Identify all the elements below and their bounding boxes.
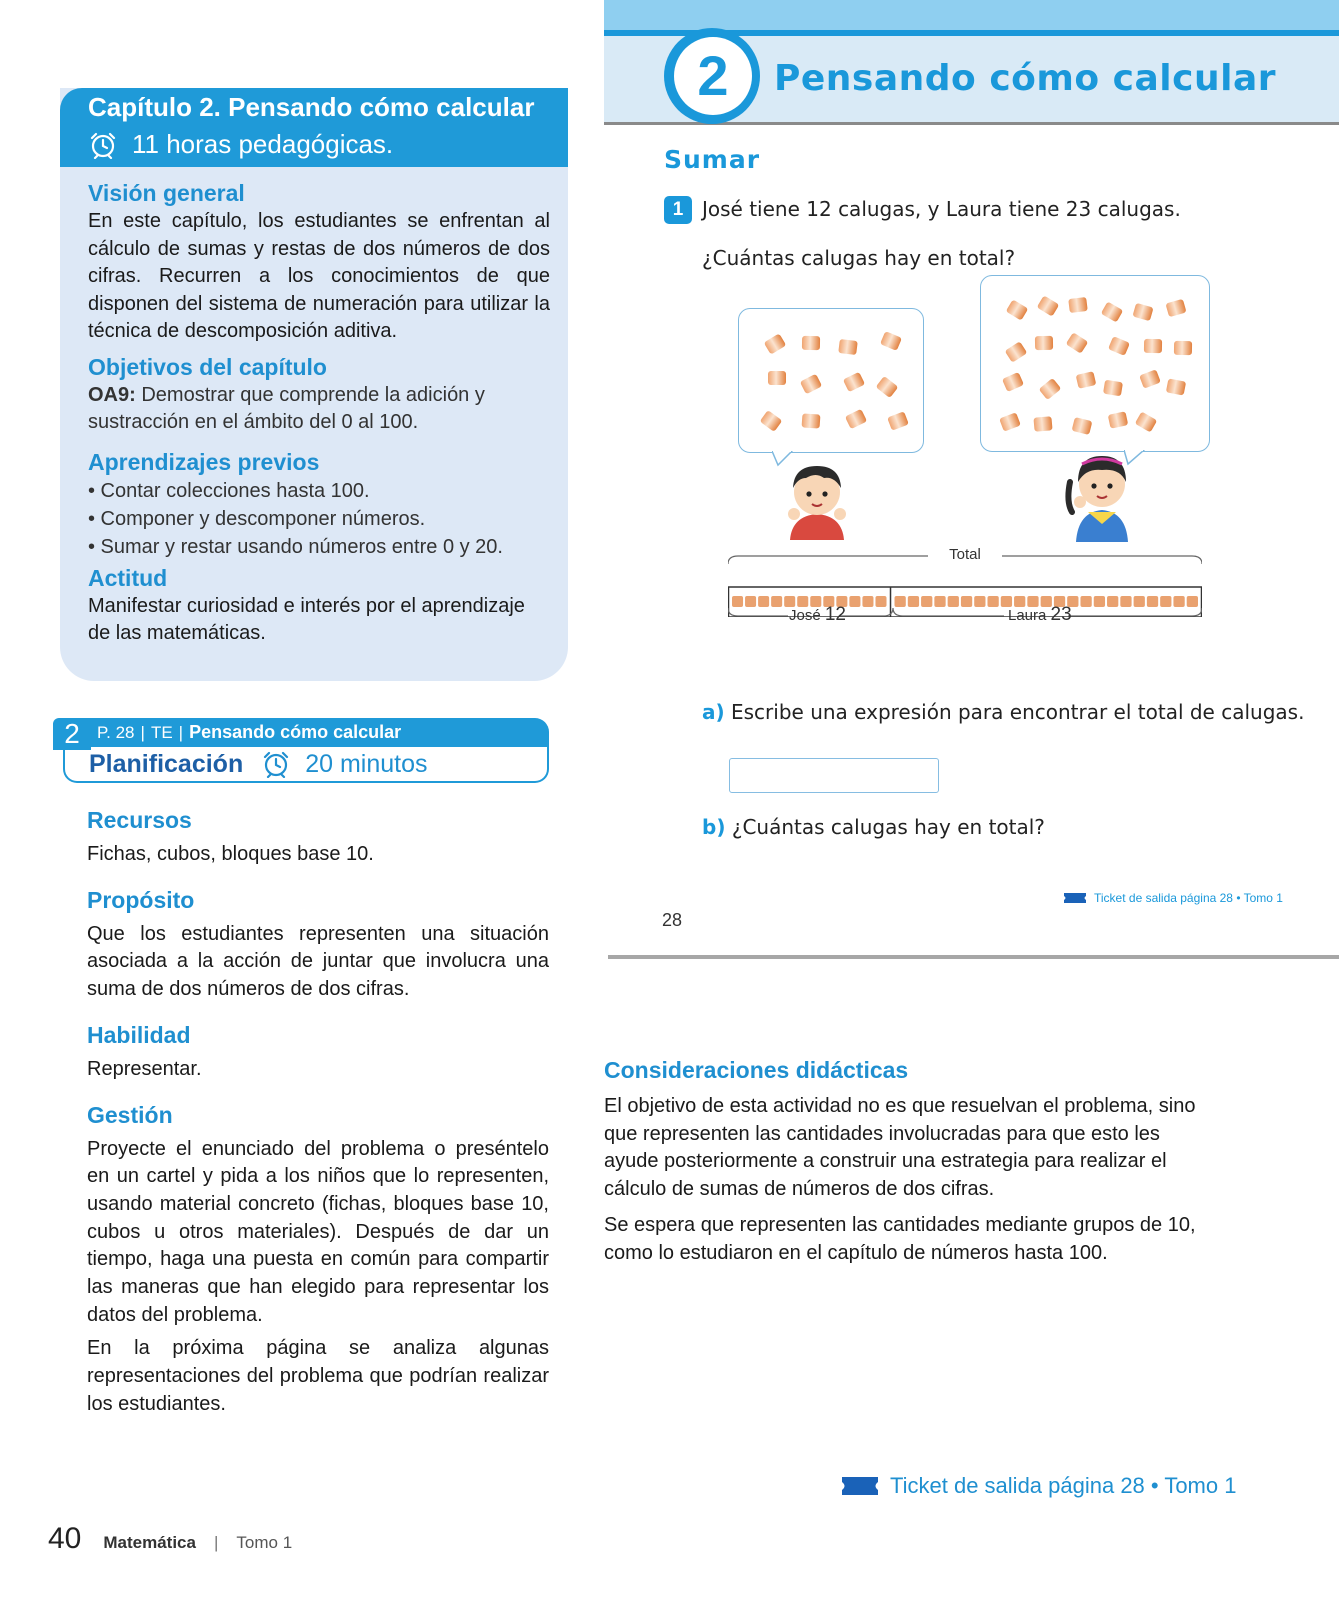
chapter-hours-row [88,124,568,164]
part-a [702,700,1304,724]
footer-separator: | [213,1533,219,1552]
management-heading: Gestión [87,1101,173,1128]
planning-title-box [63,747,549,783]
candy-icon [1134,411,1157,432]
planning-time-row [261,750,427,779]
planning-time: 20 minutos [305,749,428,778]
candy-icon [999,412,1021,432]
te-label: TE [150,723,173,742]
candy-icon [843,372,865,392]
laura-girl-illustration [1062,446,1142,542]
didactic-text-2: Se espera que representen las cantidades mediante grupos de 10, como lo estudiaron en el capítulo de números hasta 100. [604,1213,1196,1264]
ticket-small [1064,891,1283,905]
candy-icon [800,374,822,395]
student-page-number: 28 [662,910,683,930]
candy-icon [839,339,859,355]
subject-label: Matemática [103,1533,196,1552]
alarm-clock-icon [261,750,291,778]
jose-boy-illustration [780,458,854,540]
planning-reference-bar: P. 28 | TE | Pensando cómo calcular [91,718,549,747]
purpose-heading: Propósito [87,886,195,913]
part-a-text: Escribe una expresión para encontrar el total de calugas. [731,700,1305,724]
candy-icon [1174,340,1192,354]
candy-icon [1037,295,1060,316]
attitude-heading: Actitud [88,564,168,591]
laura-tape-label [1008,604,1072,626]
candy-icon [1005,341,1028,363]
candy-icon [1139,369,1161,389]
jose-tape-label [789,604,846,626]
list-item: • Componer y descomponer números. [88,507,426,530]
jose-thought-bubble [738,308,924,453]
candy-icon [760,410,783,432]
candy-icon [1006,300,1029,321]
candy-icon [1071,417,1092,435]
expression-answer-box[interactable] [729,758,939,793]
prior-learning-heading: Aprendizajes previos [88,448,320,475]
planning-topic: Pensando cómo calcular [189,722,402,742]
objective-text [88,382,550,437]
page-footer [48,1522,292,1556]
candy-icon [768,371,786,385]
candy-icon [1166,378,1186,395]
jose-value: 12 [824,604,846,625]
page-number: 40 [48,1522,82,1555]
candy-icon [801,413,820,428]
list-item: • Contar colecciones hasta 100. [88,479,370,502]
planning-sections [87,805,549,1419]
management-text: Proyecte el enunciado del problema o preséntelo en un cartel y pida a los niños que lo representen, usando material concreto (fichas, bloques base 10, cubos u otros materiales). Después de dar un tiempo, haga una puesta en común para compartir las maneras que han elegido para representar los datos del problema. [87,1137,549,1326]
chapter-header [60,88,568,167]
ticket-icon [1064,893,1086,903]
management-text-2: En la próxima página se analiza algunas representaciones del problema que podrían realizar los estudiantes. [87,1337,549,1415]
didactic-considerations [604,1055,1216,1267]
candy-icon [1069,297,1089,313]
didactic-text: El objetivo de esta actividad no es que resuelvan el problema, sino que representen las cantidades involucradas para que esto les ayude posteriormente a construir una estrategia para realizar el cálculo de sumas de números de dos cifras. [604,1095,1196,1201]
planning-title: Planificación [89,749,244,778]
skill-heading: Habilidad [87,1021,191,1048]
page-reference: P. 28 [97,723,135,742]
candy-icon [880,331,902,351]
tape-total-text: Total [949,546,981,563]
part-a-letter: a) [702,700,725,724]
candy-icon [876,376,899,398]
exit-ticket-text: Ticket de salida página 28 • Tomo 1 [890,1473,1237,1498]
alarm-clock-icon [88,130,118,158]
ticket-small-text: Ticket de salida página 28 • Tomo 1 [1094,891,1283,905]
student-page-title: Pensando cómo calcular [774,58,1276,99]
candy-icon [1075,371,1096,389]
part-b [702,815,1045,839]
attitude-text: Manifestar curiosidad e interés por el aprendizaje de las matemáticas. [88,594,525,644]
candy-icon [1108,336,1130,356]
laura-value: 23 [1050,604,1072,625]
chapter-summary-body [88,178,550,648]
candy-icon [1002,372,1024,392]
tape-total-brace [728,548,1202,568]
volume-label: Tomo 1 [236,1533,293,1552]
question-ask: ¿Cuántas calugas hay en total? [702,246,1016,270]
section-title: Sumar [664,145,761,174]
list-item: • Sumar y restar usando números entre 0 y 20. [88,535,503,558]
candy-icon [1034,416,1053,432]
ticket-icon [842,1477,878,1495]
resources-heading: Recursos [87,807,192,833]
chapter-title: Capítulo 2. Pensando cómo calcular [88,92,535,122]
objective-description: Demostrar que comprende la adición y sustracción en el ámbito del 0 al 100. [88,383,485,433]
candy-icon [802,336,820,350]
question-text: José tiene 12 calugas, y Laura tiene 23 calugas. [702,197,1181,221]
candy-icon [844,409,866,429]
objective-code: OA9: [88,383,136,406]
page-top-band [604,0,1339,30]
candy-icon [1035,336,1053,350]
question-number: 1 [664,196,692,224]
skill-text: Representar. [87,1057,202,1080]
prior-learning-list [88,477,550,561]
candy-icon [1133,303,1154,321]
candy-icon [1065,332,1088,354]
candy-icon [887,411,909,431]
exit-ticket-reference [842,1473,1236,1499]
resources-text: Fichas, cubos, bloques base 10. [87,843,374,865]
student-page [604,0,1339,955]
candy-icon [1165,299,1186,317]
chapter-hours: 11 horas pedagógicas. [132,129,394,159]
candy-icon [1144,339,1162,353]
part-b-letter: b) [702,815,726,839]
candy-icon [1103,380,1123,397]
chapter-number: 2 [674,37,752,115]
vision-heading: Visión general [88,180,245,206]
purpose-text: Que los estudiantes representen una situación asociada a la acción de juntar que involucra una suma de dos números de dos cifras. [87,922,549,1001]
laura-thought-bubble [980,275,1210,452]
vision-text: En este capítulo, los estudiantes se enfrentan al cálculo de sumas y restas de dos números de dos cifras. Recurren a los conocimientos de que disponen del sistema de numeración para utilizar la técnica de descomposición aditiva. [88,210,550,342]
didactic-heading: Consideraciones didácticas [604,1057,909,1083]
jose-name: José [789,607,821,624]
candy-icon [1101,302,1124,323]
objectives-heading: Objetivos del capítulo [88,353,327,380]
laura-name: Laura [1008,607,1047,624]
part-b-text: ¿Cuántas calugas hay en total? [731,815,1045,839]
candy-icon [1039,378,1062,400]
planning-banner [53,718,549,783]
candy-icon [1108,411,1129,428]
planning-number: 2 [53,718,91,750]
candy-icon [764,333,787,354]
